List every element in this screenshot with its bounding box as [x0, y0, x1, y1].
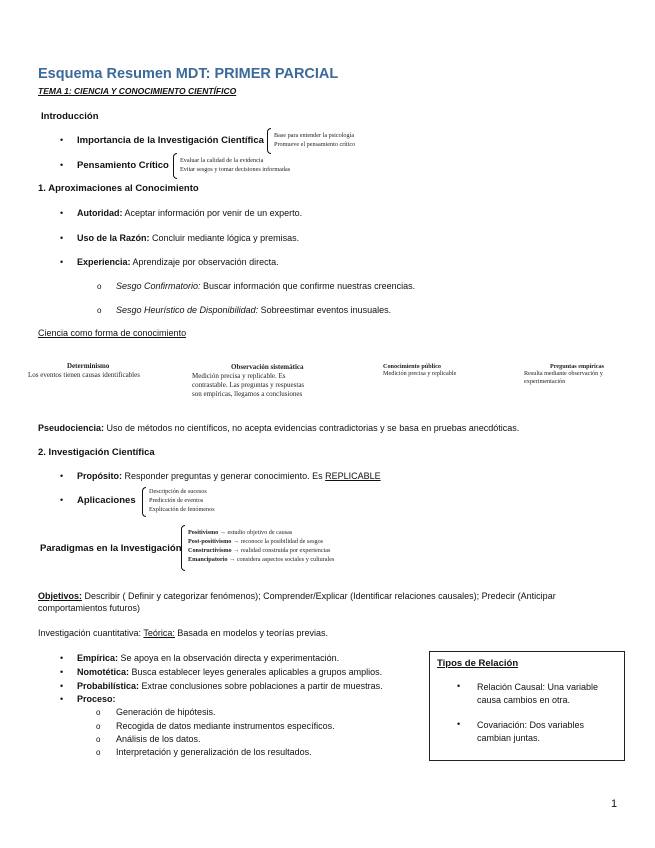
item-label: Probabilística: — [77, 681, 140, 691]
page-subtitle: TEMA 1: CIENCIA Y CONOCIMIENTO CIENTÍFICO — [38, 86, 237, 96]
list-item — [116, 305, 391, 315]
arrow-icon: → — [232, 538, 240, 545]
arrow-icon: → — [219, 529, 226, 536]
list-item — [77, 471, 381, 481]
bullet-icon: • — [60, 495, 64, 505]
paradigma-desc: considera aspectos sociales y culturales — [235, 556, 335, 563]
tipo-item: Covariación: Dos variables — [477, 720, 585, 730]
bullet-icon: • — [60, 667, 64, 677]
list-item — [116, 281, 415, 291]
ciencia-text: Medición precisa y replicable. Es — [192, 372, 286, 380]
ciencia-text: experimentación — [524, 378, 566, 385]
item-text: Sobreestimar eventos inusuales. — [258, 305, 392, 315]
paradigma-name: Constructivismo — [188, 547, 232, 554]
item-text: Aceptar información por venir de un experto. — [122, 208, 303, 218]
item-text: Buscar información que confirme nuestras creencias. — [200, 281, 416, 291]
item-label: Autoridad: — [77, 208, 123, 218]
tipo-item-cont: cambian juntas. — [477, 733, 541, 743]
ciencia-title: Determinismo — [67, 362, 110, 370]
teorica-text: Basada en modelos y teorías previas. — [174, 628, 329, 638]
intro-sub-item: Base para entender la psicología — [274, 132, 355, 139]
objetivos-text-cont: comportamientos futuros) — [38, 603, 141, 613]
arrow-icon: → — [233, 547, 240, 554]
intro-heading: Introducción — [41, 111, 99, 122]
item-label: Empírica: — [77, 653, 119, 663]
cuantitativa-line — [38, 628, 328, 638]
section-1-heading: 1. Aproximaciones al Conocimiento — [38, 183, 199, 194]
item-text: Responder preguntas y generar conocimiento. Es — [122, 471, 326, 481]
item-label: Experiencia: — [77, 257, 131, 267]
teorica-label: Teórica: — [143, 628, 175, 638]
paradigmas-label: Paradigmas en la Investigación — [40, 543, 182, 554]
list-item — [77, 233, 299, 243]
intro-sub-item: Evaluar la calidad de la evidencia — [180, 157, 264, 164]
bullet-icon: • — [60, 471, 64, 481]
cuantitativa-prefix: Investigación cuantitativa: — [38, 628, 144, 638]
bullet-icon: • — [60, 257, 64, 267]
ciencia-text: contrastable. Las preguntas y respuestas — [192, 381, 305, 389]
item-text: Concluir mediante lógica y premisas. — [149, 233, 300, 243]
list-item — [77, 667, 382, 677]
item-label: Nomotética: — [77, 667, 130, 677]
bullet-icon: • — [60, 681, 64, 691]
paradigma-desc: reconoce la posibilidad de sesgos — [239, 538, 324, 545]
brace-icon — [181, 525, 185, 571]
bullet-icon: • — [457, 681, 461, 691]
item-text: Aprendizaje por observación directa. — [130, 257, 279, 267]
intro-item-label: Importancia de la Investigación Científica — [77, 135, 264, 146]
list-item — [77, 694, 116, 704]
ciencia-text: Resulta mediante observación y — [524, 370, 603, 377]
list-item — [77, 653, 339, 663]
circle-bullet-icon: o — [97, 306, 102, 315]
intro-item-label: Pensamiento Crítico — [77, 160, 169, 171]
item-text: Extrae conclusiones sobre poblaciones a partir de muestras. — [139, 681, 383, 691]
item-label: Sesgo Confirmatorio: — [116, 281, 201, 291]
bullet-icon: • — [60, 160, 64, 170]
brace-icon — [267, 128, 271, 154]
paradigma-name: Positivismo — [188, 529, 219, 536]
page-title: Esquema Resumen MDT: PRIMER PARCIAL — [38, 66, 339, 82]
aplicaciones-label: Aplicaciones — [77, 495, 136, 506]
ciencia-text: Los eventos tienen causas identificables — [28, 371, 140, 379]
ciencia-heading: Ciencia como forma de conocimiento — [38, 328, 187, 338]
bullet-icon: • — [60, 653, 64, 663]
intro-sub-item: Promueve el pensamiento crítico — [274, 141, 356, 148]
brace-icon — [142, 487, 146, 517]
circle-bullet-icon: o — [96, 748, 101, 757]
paradigma-item — [188, 528, 292, 537]
paradigma-desc: estudio objetivo de causas — [225, 529, 293, 536]
paradigma-name: Emancipatorio — [188, 556, 228, 563]
proceso-item: Análisis de los datos. — [116, 734, 201, 744]
replicable-text: REPLICABLE — [325, 471, 381, 481]
proceso-item: Interpretación y generalización de los resultados. — [116, 747, 312, 757]
paradigma-item — [188, 546, 330, 555]
bullet-icon: • — [60, 694, 64, 704]
item-label: Propósito: — [77, 471, 122, 481]
proceso-item: Generación de hipótesis. — [116, 707, 216, 717]
item-label: Proceso: — [77, 694, 116, 704]
bullet-icon: • — [60, 135, 64, 145]
bullet-icon: • — [457, 719, 461, 729]
ciencia-text: Medición precisa y replicable — [383, 370, 457, 377]
paradigma-item — [188, 555, 334, 564]
item-text: Busca establecer leyes generales aplicables a grupos amplios. — [129, 667, 383, 677]
tipo-item: Relación Causal: Una variable — [477, 682, 599, 692]
item-text: Se apoya en la observación directa y experimentación. — [118, 653, 340, 663]
circle-bullet-icon: o — [97, 282, 102, 291]
objetivos-line — [38, 591, 556, 601]
proceso-item: Recogida de datos mediante instrumentos específicos. — [116, 721, 335, 731]
tipo-item-cont: causa cambios en otra. — [477, 695, 571, 705]
objetivos-text: Describir ( Definir y categorizar fenómenos); Comprender/Explicar (Identificar relaciones causales); Predecir (Anticipar — [82, 591, 556, 601]
list-item — [77, 257, 279, 267]
paradigma-item — [188, 537, 323, 546]
list-item — [77, 208, 302, 218]
circle-bullet-icon: o — [96, 735, 101, 744]
pseudociencia-line — [38, 423, 519, 433]
section-2-heading: 2. Investigación Científica — [38, 447, 155, 458]
aplicacion-item: Descripción de sucesos — [149, 488, 207, 495]
aplicacion-item: Predicción de eventos — [149, 497, 204, 504]
arrow-icon: → — [229, 556, 236, 563]
pseudociencia-text: Uso de métodos no científicos, no acepta evidencias contradictorias y se basa en pruebas anecdóticas. — [104, 423, 520, 433]
tipos-heading: Tipos de Relación — [437, 658, 519, 669]
item-label: Uso de la Razón: — [77, 233, 150, 243]
brace-icon — [173, 153, 177, 179]
ciencia-title: Observación sistemática — [231, 363, 304, 371]
aplicacion-item: Explicación de fenómenos — [149, 506, 215, 513]
objetivos-label: Objetivos: — [38, 591, 83, 601]
pseudociencia-label: Pseudociencia: — [38, 423, 105, 433]
bullet-icon: • — [60, 233, 64, 243]
list-item — [77, 681, 383, 691]
ciencia-text: son empíricas, llegamos a conclusiones — [192, 390, 303, 398]
bullet-icon: • — [60, 208, 64, 218]
ciencia-title: Preguntas empíricas — [550, 363, 605, 370]
item-label: Sesgo Heurístico de Disponibilidad: — [116, 305, 259, 315]
page-number: 1 — [611, 798, 618, 810]
circle-bullet-icon: o — [96, 708, 101, 717]
ciencia-title: Conocimiento público — [383, 363, 441, 370]
intro-sub-item: Evitar sesgos y tomar decisiones informadas — [180, 166, 291, 173]
paradigma-name: Post-positivismo — [188, 538, 232, 545]
circle-bullet-icon: o — [96, 722, 101, 731]
paradigma-desc: realidad construida por experiencias — [239, 547, 331, 554]
